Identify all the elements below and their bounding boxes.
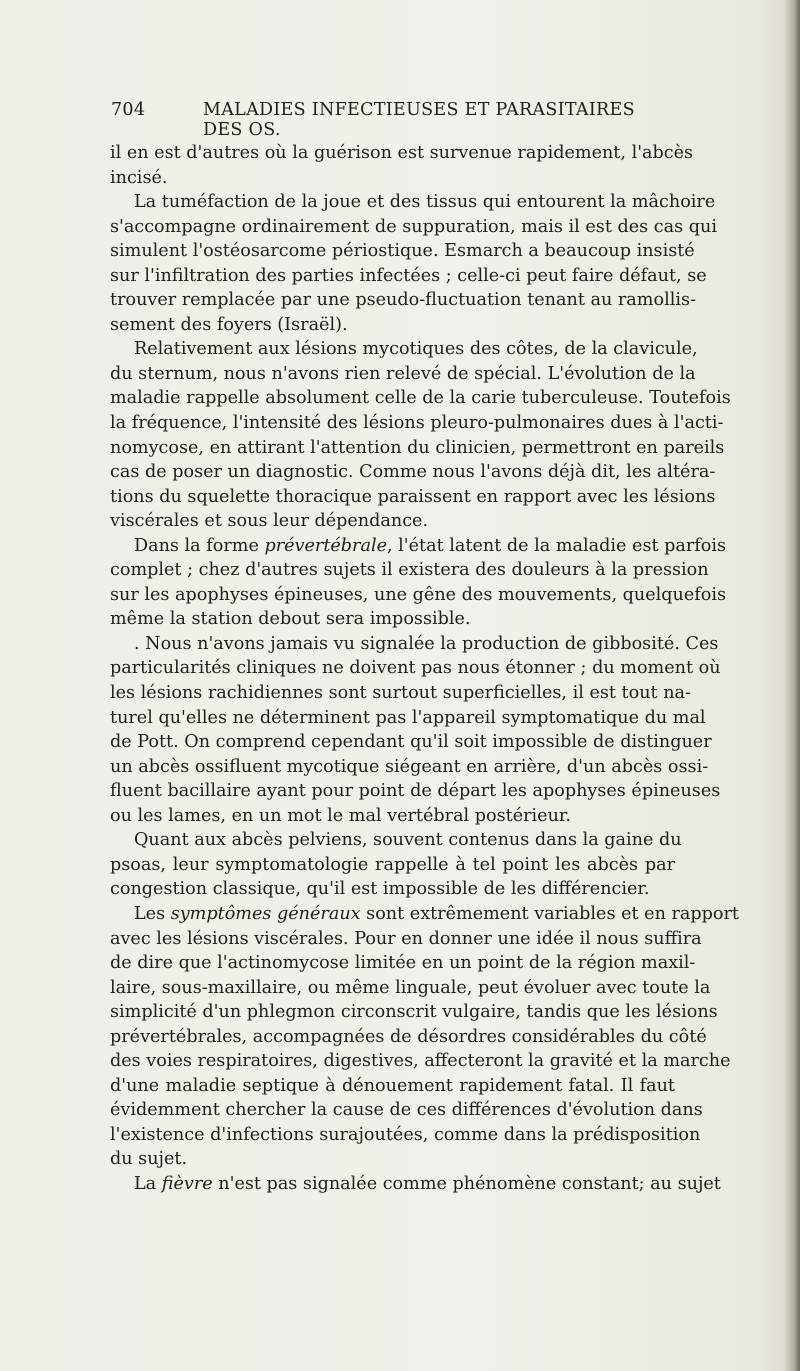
text-line bbox=[110, 534, 727, 559]
text-line bbox=[110, 902, 739, 927]
page-edge-shadow bbox=[784, 0, 800, 1371]
text-line: l'existence d'infections surajoutées, comme dans la prédisposition bbox=[110, 1124, 701, 1145]
text-line: d'une maladie septique à dénouement rapidement fatal. Il faut bbox=[110, 1075, 675, 1096]
text-line: Quant aux abcès pelviens, souvent contenus dans la gaine du bbox=[134, 830, 682, 851]
text-fragment: Les bbox=[134, 903, 171, 924]
text-line: ou les lames, en un mot le mal vertébral postérieur. bbox=[110, 805, 571, 826]
text-fragment: n'est pas signalée comme phénomène constant; au sujet bbox=[212, 1173, 721, 1194]
text-line: avec les lésions viscérales. Pour en donner une idée il nous suffira bbox=[110, 928, 702, 949]
text-line: simplicité d'un phlegmon circonscrit vulgaire, tandis que les lésions bbox=[110, 1002, 718, 1023]
text-fragment: , l'état latent de la maladie est parfois bbox=[387, 535, 727, 556]
text-line: s'accompagne ordinairement de suppuration, mais il est des cas qui bbox=[110, 216, 717, 237]
text-line: tions du squelette thoracique paraissent en rapport avec les lésions bbox=[110, 486, 716, 507]
text-line: . Nous n'avons jamais vu signalée la production de gibbosité. Ces bbox=[134, 633, 719, 654]
text-line: les lésions rachidiennes sont surtout superficielles, il est tout na- bbox=[110, 683, 691, 704]
text-line: nomycose, en attirant l'attention du clinicien, permettront en pareils bbox=[110, 437, 725, 458]
italic-term: fièvre bbox=[161, 1173, 213, 1194]
text-line: turel qu'elles ne déterminent pas l'appareil symptomatique du mal bbox=[110, 707, 706, 728]
text-line: viscérales et sous leur dépendance. bbox=[110, 511, 429, 532]
text-line: cas de poser un diagnostic. Comme nous l'avons déjà dit, les altéra- bbox=[110, 462, 716, 483]
text-line: sur l'infiltration des parties infectées ; celle-ci peut faire défaut, se bbox=[110, 265, 707, 286]
text-line: particularités cliniques ne doivent pas nous étonner ; du moment où bbox=[110, 658, 721, 679]
page-number: 704 bbox=[111, 100, 146, 120]
text-fragment: La bbox=[134, 1173, 162, 1194]
text-line: laire, sous-maxillaire, ou même linguale, peut évoluer avec toute la bbox=[110, 977, 711, 998]
italic-term: symptômes généraux bbox=[170, 903, 361, 924]
text-fragment: sont extrêmement variables et en rapport bbox=[360, 903, 739, 924]
text-line: complet ; chez d'autres sujets il existera des douleurs à la pression bbox=[110, 560, 709, 581]
text-line: La tuméfaction de la joue et des tissus qui entourent la mâchoire bbox=[134, 192, 716, 213]
text-line: simulent l'ostéosarcome périostique. Esmarch a beaucoup insisté bbox=[110, 241, 695, 262]
text-line: incisé. bbox=[110, 167, 168, 188]
text-line: de Pott. On comprend cependant qu'il soit impossible de distinguer bbox=[110, 732, 712, 753]
text-line: du sternum, nous n'avons rien relevé de spécial. L'évolution de la bbox=[110, 363, 696, 384]
text-line: du sujet. bbox=[110, 1149, 188, 1170]
text-line: congestion classique, qu'il est impossible de les différencier. bbox=[110, 879, 650, 900]
text-fragment: Dans la forme bbox=[134, 535, 265, 556]
italic-term: prévertébrale bbox=[264, 535, 387, 556]
text-line: évidemment chercher la cause de ces différences d'évolution dans bbox=[110, 1100, 703, 1121]
text-line: maladie rappelle absolument celle de la carie tuberculeuse. Toutefois bbox=[110, 388, 731, 409]
text-line: sement des foyers (Israël). bbox=[110, 314, 348, 335]
text-line: des voies respiratoires, digestives, affecteront la gravité et la marche bbox=[110, 1051, 731, 1072]
text-line: psoas, leur symptomatologie rappelle à tel point les abcès par bbox=[110, 854, 675, 875]
text-line bbox=[110, 1172, 721, 1197]
text-line: prévertébrales, accompagnées de désordres considérables du côté bbox=[110, 1026, 707, 1047]
text-line: un abcès ossifluent mycotique siégeant en arrière, d'un abcès ossi- bbox=[110, 756, 709, 777]
text-line: même la station debout sera impossible. bbox=[110, 609, 471, 630]
text-line: la fréquence, l'intensité des lésions pleuro-pulmonaires dues à l'acti- bbox=[110, 413, 724, 434]
text-line: de dire que l'actinomycose limitée en un point de la région maxil- bbox=[110, 953, 696, 974]
text-line: fluent bacillaire ayant pour point de départ les apophyses épineuses bbox=[110, 781, 721, 802]
page-header bbox=[111, 100, 671, 140]
body-text bbox=[110, 141, 739, 1197]
text-line: Relativement aux lésions mycotiques des côtes, de la clavicule, bbox=[134, 339, 698, 360]
text-line: sur les apophyses épineuses, une gêne des mouvements, quelquefois bbox=[110, 584, 727, 605]
running-title: MALADIES INFECTIEUSES ET PARASITAIRES DES OS. bbox=[203, 100, 635, 140]
text-line: trouver remplacée par une pseudo-fluctuation tenant au ramollis- bbox=[110, 290, 696, 311]
text-line: il en est d'autres où la guérison est survenue rapidement, l'abcès bbox=[110, 143, 694, 163]
